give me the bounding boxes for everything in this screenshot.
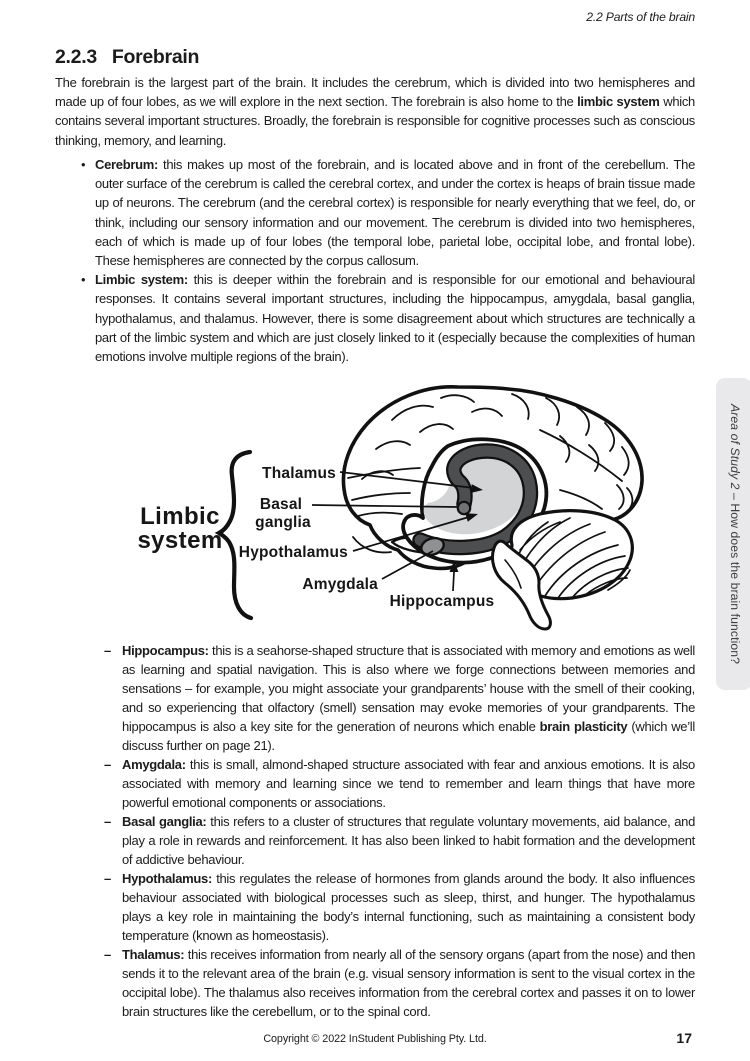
page-number: 17 [676,1030,692,1046]
sub-bullet-amygdala-text: Amygdala: this is small, almond-shaped structure associated with fear and anxious emotions. It is also associated with memory and learning since we tend to remember and learn things that have more powerful emotional components or associations. [122,757,695,810]
sub-bullet-thalamus [55,945,695,1021]
section-title: Forebrain [111,46,200,68]
bullet-list [55,155,695,366]
thalamus-label: Thalamus [262,465,336,482]
dash-marker: – [104,814,111,829]
sub-bullet-basal-ganglia [55,812,695,869]
hippocampus-pointer-line [453,572,454,591]
sub-bullet-thalamus-text: Thalamus: this receives information from nearly all of the sensory organs (apart from the nose) and then sends it to the relevant area of the brain (e.g. visual sensory information is sent to the visual cortex in the occipital lobe). The thalamus also receives information from the cerebral cortex and passes it on to lower brain structures like the cerebellum, or to the spinal cord. [122,947,695,1019]
running-header: 2.2 Parts of the brain [586,10,695,24]
sub-bullet-hypothalamus [55,869,695,945]
area-of-study-tab [716,378,750,690]
dash-marker: – [104,947,111,962]
bullet-cerebrum [55,155,695,270]
hippocampus-label: Hippocampus [389,593,495,610]
area-of-study-tab-italic: Area of Study 2 – [728,403,742,500]
area-of-study-tab-regular: How does the brain function? [728,499,742,665]
limbic-group-label-line2: system [137,527,223,554]
sub-bullet-hippocampus [55,641,695,755]
section-number: 2.2.3 [55,46,97,68]
section-heading [55,46,199,69]
basal-ganglia-label-line2: ganglia [255,514,311,531]
dash-marker: – [104,643,111,658]
sub-bullet-hypothalamus-text: Hypothalamus: this regulates the release of hormones from glands around the body. It also influences behaviour associated with biological processes such as sleep, thirst, and hunger. The hypothalamus plays a key role in maintaining the body’s internal functioning, such as maintaining a consistent body temperature (known as homeostasis). [122,871,695,943]
intro-paragraph: The forebrain is the largest part of the brain. It includes the cerebrum, which is divided into two hemispheres and made up of four lobes, as we will explore in the next section. The forebrain is also home to the limbic system which contains several important structures. Broadly, the forebrain is responsible for cognitive processes such as conscious thinking, memory, and learning. [55,75,695,148]
brain-diagram-svg [0,383,750,633]
limbic-system-diagram [0,383,750,633]
sub-bullet-hippocampus-text: Hippocampus: this is a seahorse-shaped structure that is associated with memory and emotions as well as learning and spatial navigation. This is also where we forge connections between memories and sensations – for example, you might associate your grandparents’ house with the smell of their cooking, and so experiencing that olfactory (smell) sensation may evoke memories of your grandparents. The hippocampus is also a key site for the generation of neurons which enable brain plasticity (which we’ll discuss further on page 21). [122,643,695,753]
dash-marker: – [104,871,111,886]
bullet-limbic-system [55,270,695,366]
basal-ganglia-ball [458,502,470,514]
amygdala-label: Amygdala [302,576,378,593]
basal-ganglia-label-line1: Basal [259,496,303,513]
limbic-group-brace [219,452,251,618]
hypothalamus-label: Hypothalamus [238,544,348,561]
sub-bullet-list [55,641,695,1021]
dash-marker: – [104,757,111,772]
limbic-group-label-line1: Limbic [140,503,220,530]
sub-bullet-basal-ganglia-text: Basal ganglia: this refers to a cluster of structures that regulate voluntary movements, aid balance, and play a role in rewards and reinforcement. It has also been linked to habit formation and the development of addictive behaviour. [122,814,696,867]
bullet-marker: • [81,272,86,288]
sub-bullet-amygdala [55,755,695,812]
bullet-cerebrum-text: Cerebrum: this makes up most of the forebrain, and is located above and in front of the cerebellum. The outer surface of the cerebrum is called the cerebral cortex, and under the cortex is heaps of brain tissue made up of neurons. The cerebrum (and the cerebral cortex) is responsible for nearly everything that we feel, do, or think, including our sensory information and our movement. The cerebrum is divided into two hemispheres, each of which is made up of four lobes (the temporal lobe, parietal lobe, occipital lobe, and frontal lobe). These hemispheres are connected by the corpus callosum. [95,157,695,269]
bullet-limbic-text: Limbic system: this is deeper within the forebrain and is responsible for our emotional and behavioural responses. It contains several important structures, including the hippocampus, amygdala, basal ganglia, hypothalamus, and thalamus. However, there is some disagreement about which structures are technically a part of the limbic system and which are just closely linked to it (especially because the complexities of human emotions involve multiple regions of the brain). [95,272,695,365]
bullet-marker: • [81,157,86,172]
footer-copyright: Copyright © 2022 InStudent Publishing Pty. Ltd. [263,1033,487,1045]
